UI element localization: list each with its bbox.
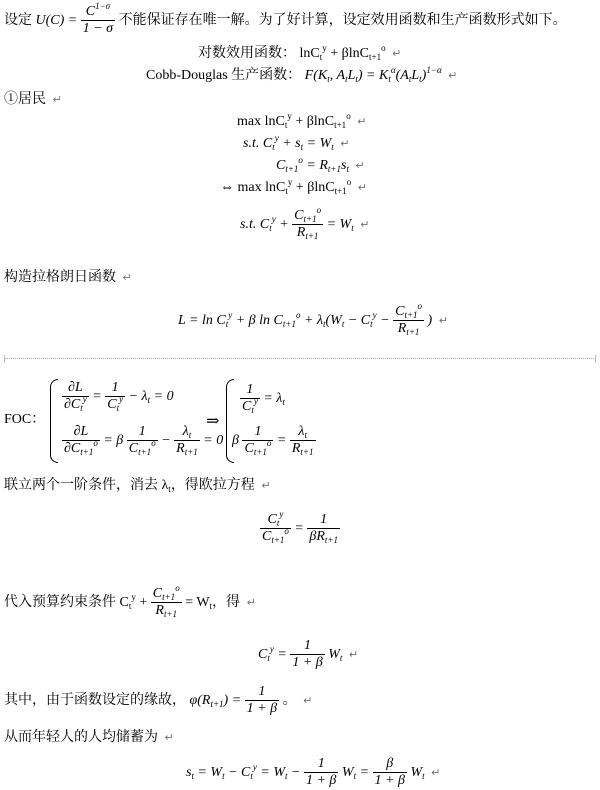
- foc-label: FOC：: [4, 412, 46, 427]
- budget-line: [4, 583, 256, 620]
- foc-r1-fraction: [240, 382, 260, 415]
- foc-r2-gden: $R_{t+1}$: [291, 441, 314, 458]
- paragraph-mark-icon: ↵: [303, 693, 313, 707]
- constraint-line-2: [276, 155, 365, 175]
- lagrange-function-line: [178, 301, 448, 338]
- budget-pre: 代入预算约束条件 $C_t^y$ +: [4, 591, 148, 611]
- paragraph-mark-icon: ↵: [357, 115, 367, 128]
- phi-eq: $\varphi(R_{t+1})$ =: [189, 692, 242, 709]
- euler-lhs-fraction: [260, 509, 291, 546]
- lagrange-heading: [4, 270, 132, 287]
- paragraph-mark-icon: ↵: [246, 595, 256, 609]
- combined-constraint-line: [240, 205, 370, 242]
- saving-heading-text: 从而年轻人的人均储蓄为: [4, 730, 158, 745]
- foc-l2-pden: $\partial C_{t+1}^o$: [64, 438, 98, 458]
- left-brace: [50, 379, 58, 463]
- young-consumption-equation: [258, 638, 358, 671]
- paragraph-mark-icon: ↵: [438, 313, 448, 327]
- euler-equation: [260, 509, 340, 546]
- foc-l1-fden: $C_t^y$: [107, 394, 124, 414]
- phi-den: 1 + β: [246, 701, 278, 717]
- foc-r1-num: 1: [240, 382, 260, 399]
- intro-text-after: 不能保证存在唯一解。为了好计算，设定效用函数和生产函数形式如下。: [118, 12, 567, 28]
- euler-rhs-fraction: [307, 512, 340, 545]
- foc-arrow: ⇒: [206, 413, 220, 430]
- paragraph-mark-icon: ↵: [392, 47, 402, 60]
- constraint-line-1: [243, 133, 350, 153]
- foc-r2-num: 1: [242, 424, 273, 441]
- production-function-line: [146, 65, 458, 85]
- paragraph-mark-icon: ↵: [164, 731, 174, 744]
- paragraph-mark-icon: ↵: [122, 271, 132, 284]
- euler-eq: =: [294, 520, 304, 536]
- foc-left-line-2: [62, 424, 223, 457]
- combined-frac-den: $R_{t+1}$: [296, 225, 319, 242]
- production-label: Cobb-Douglas 生产函数：: [146, 68, 302, 83]
- foc-r2-beta: β: [232, 432, 239, 448]
- phi-pre: 其中，由于函数设定的缘故，: [4, 692, 186, 708]
- saving-mid: $W_t$ =: [341, 764, 370, 781]
- foc-l2-eq: = β: [103, 432, 124, 448]
- foc-l1-fnum: 1: [105, 380, 125, 397]
- foc-l2-gden: $R_{t+1}$: [176, 441, 198, 458]
- cy-pre: $C_t^y$ =: [258, 643, 287, 663]
- paragraph-mark-icon: ↵: [340, 137, 350, 150]
- utility-label: 对数效用函数：: [198, 46, 296, 61]
- foc-l1-pnum: ∂L: [62, 380, 89, 397]
- constraint-2: $C_{t+1}^o = R_{t+1}s_t$: [276, 155, 349, 174]
- euler-num: $C_t^y$: [260, 512, 291, 529]
- phi-num: 1: [245, 684, 279, 701]
- saving-f2-num: β: [373, 756, 407, 773]
- foc-l2-fraction: [127, 424, 158, 457]
- foc-left-line-1: [62, 380, 174, 413]
- lagrange-fraction: [393, 301, 424, 338]
- page-break-separator: [4, 358, 596, 359]
- foc-l2-tail: = 0: [203, 432, 224, 448]
- saving-fraction-2: [373, 756, 407, 789]
- foc-l2-pnum: ∂L: [62, 424, 100, 441]
- lagrange-frac-den: $R_{t+1}$: [397, 321, 420, 338]
- euler-den: $C_{t+1}^o$: [262, 526, 289, 546]
- intro-text-before: 设定: [4, 12, 32, 28]
- budget-fnum: $C_{t+1}^o$: [152, 583, 180, 602]
- euler-rnum: 1: [307, 512, 340, 529]
- lagrange-post: ): [427, 312, 433, 328]
- foc-r1-den: $C_t^y$: [242, 396, 258, 416]
- foc-l2-partial: [62, 424, 100, 457]
- foc-l1-tail: − $\lambda_t = 0$: [128, 388, 174, 405]
- saving-heading: [4, 730, 174, 747]
- foc-l1-partial: [62, 380, 89, 413]
- paragraph-mark-icon: ↵: [348, 647, 359, 661]
- foc-right-line-1: [240, 382, 285, 415]
- section-resident-heading: [4, 92, 62, 109]
- phi-fraction: [245, 684, 279, 717]
- foc-l2-gnum: $\lambda_t$: [174, 424, 200, 441]
- euler-heading: [4, 478, 271, 495]
- paragraph-mark-icon: ↵: [52, 93, 62, 106]
- foc-l2-minus: −: [161, 432, 171, 448]
- saving-equation: [186, 756, 440, 789]
- foc-l1-eq: =: [92, 388, 102, 404]
- lagrange-heading-text: 构造拉格朗日函数: [4, 270, 116, 285]
- foc-r2-gnum: $\lambda_t$: [290, 424, 316, 441]
- cy-num: 1: [290, 638, 324, 655]
- utility-num-sup: 1−σ: [95, 1, 111, 11]
- paragraph-mark-icon: ↵: [357, 181, 367, 194]
- utility-formula: lnC$_t^y$ + βlnC$_{t+1}^o$: [299, 43, 386, 62]
- foc-r2-fraction: [242, 424, 273, 457]
- euler-rden: $\beta R_{t+1}$: [309, 529, 338, 546]
- phi-line: [4, 684, 312, 717]
- saving-pre: $s_t = W_t - C_t^y = W_t$ −: [186, 761, 301, 781]
- phi-post: 。: [282, 692, 297, 708]
- paragraph-mark-icon: ↵: [360, 217, 370, 231]
- foc-r2-lambda-fraction: [290, 424, 316, 457]
- utility-eq-lhs: U(C) =: [35, 12, 78, 28]
- production-formula: $F(K_t$, $A_tL_t) = K_t^\alpha(A_tL_t)^{1-\alpha}$: [304, 65, 442, 84]
- euler-heading-text: 联立两个一阶条件，消去 $\lambda_t$，得欧拉方程: [4, 478, 255, 494]
- budget-fden: $R_{t+1}$: [155, 603, 178, 620]
- foc-r1-tail: = $\lambda_t$: [263, 390, 285, 407]
- foc-l1-fraction: [105, 380, 125, 413]
- cy-post: $W_t$: [328, 646, 343, 663]
- paragraph-mark-icon: ↵: [448, 69, 458, 82]
- combined-constraint-post: = $W_t$: [326, 216, 354, 233]
- budget-post: = $W_t$，得: [185, 594, 241, 611]
- section-resident-label: ①居民: [4, 92, 46, 107]
- combined-constraint-pre: s.t. $C_t^y$ +: [240, 213, 289, 233]
- equivalent-max: ⇔ max lnC$_t^y$ + βlnC$_{t+1}^o$: [220, 177, 352, 196]
- combined-frac-num: $C_{t+1}^o$: [294, 205, 322, 224]
- cy-fraction: [290, 638, 324, 671]
- foc-right-line-2: [232, 424, 316, 457]
- intro-line: [4, 1, 567, 37]
- utility-frac-den: 1 − σ: [82, 21, 114, 37]
- saving-post: $W_t$: [410, 764, 425, 781]
- saving-fraction-1: [304, 756, 338, 789]
- budget-fraction: [151, 583, 182, 620]
- utility-function-line: [198, 43, 402, 63]
- utility-fraction: [81, 1, 115, 37]
- utility-frac-num: [81, 1, 115, 21]
- lagrange-pre: $L = \ln C_t^y + \beta$ $\ln C_{t+1}^o + \lambda_t(W_t - C_t^y$ −: [178, 309, 390, 329]
- paragraph-mark-icon: ↵: [355, 159, 365, 172]
- paragraph-mark-icon: ↵: [431, 765, 441, 779]
- problem-max-line: [237, 111, 367, 131]
- foc-l2-fden: $C_{t+1}^o$: [128, 438, 156, 458]
- saving-f1-num: 1: [304, 756, 338, 773]
- utility-num-base: C: [85, 4, 96, 19]
- foc-l2-lambda-fraction: [174, 424, 200, 457]
- saving-f2-den: 1 + β: [374, 773, 405, 789]
- foc-r2-den: $C_{t+1}^o$: [244, 438, 272, 458]
- problem-max: max lnC$_t^y$ + βlnC$_{t+1}^o$: [237, 111, 351, 130]
- combined-constraint-fraction: [292, 205, 323, 242]
- cy-den: 1 + β: [292, 655, 323, 671]
- lagrange-frac-num: $C_{t+1}^o$: [395, 301, 423, 320]
- foc-l2-fnum: 1: [127, 424, 158, 441]
- foc-l1-pden: $\partial C_t^y$: [64, 394, 87, 414]
- paragraph-mark-icon: ↵: [261, 479, 271, 492]
- equivalent-max-line: [220, 177, 367, 197]
- saving-f1-den: 1 + β: [305, 773, 337, 789]
- constraint-1: s.t. $C_t^y + s_t = W_t$: [243, 133, 334, 152]
- foc-r2-eq: =: [276, 432, 287, 448]
